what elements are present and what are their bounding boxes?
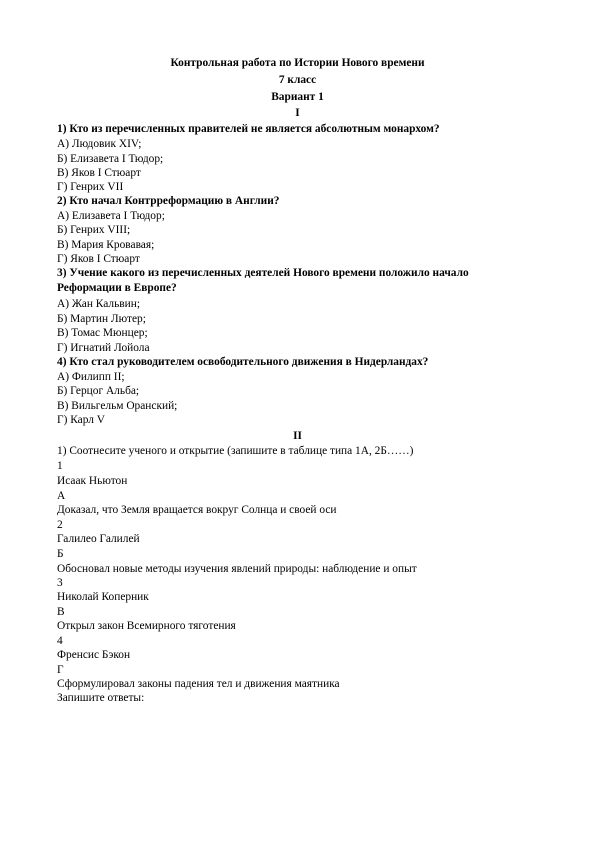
question-1-option-d: Г) Генрих VII [57,181,124,193]
discovery-text: Доказал, что Земля вращается вокруг Солнца и своей оси [57,504,337,516]
discovery-text: Обосновал новые методы изучения явлений природы: наблюдение и опыт [57,563,417,575]
question-2-option-d: Г) Яков I Стюарт [57,253,140,265]
scientist-number: 1 [57,460,63,472]
question-3-line-1: 3) Учение какого из перечисленных деятелей Нового времени положило начало [57,267,469,279]
discovery-letter: В [57,606,65,618]
discovery-text: Сформулировал законы падения тел и движения маятника [57,678,340,690]
discovery-letter: Г [57,664,64,676]
question-2-option-a: А) Елизавета I Тюдор; [57,210,165,222]
question-3-option-d: Г) Игнатий Лойола [57,342,150,354]
question-1: 1) Кто из перечисленных правителей не является абсолютным монархом? [57,123,440,135]
part-two-heading: II [293,430,302,442]
question-2-option-b: Б) Генрих VIII; [57,224,131,236]
question-3-option-a: А) Жан Кальвин; [57,298,141,310]
question-3-line-2: Реформации в Европе? [57,282,177,294]
scientist-name: Исаак Ньютон [57,475,128,487]
matching-task: 1) Соотнесите ученого и открытие (запишите в таблице типа 1А, 2Б……) [57,445,414,457]
question-4-option-a: А) Филипп II; [57,371,125,383]
discovery-letter: А [57,490,66,502]
scientist-name: Френсис Бэкон [57,649,131,661]
scientist-number: 4 [57,635,63,647]
question-1-option-b: Б) Елизавета I Тюдор; [57,153,164,165]
discovery-text: Открыл закон Всемирного тяготения [57,620,236,632]
question-1-option-c: В) Яков I Стюарт [57,167,141,179]
question-1-option-a: А) Людовик XIV; [57,138,142,150]
question-3-option-b: Б) Мартин Лютер; [57,313,146,325]
part-one-heading: I [295,107,300,119]
scientist-number: 3 [57,577,63,589]
question-4-option-c: В) Вильгельм Оранский; [57,400,178,412]
discovery-letter: Б [57,548,64,560]
scientist-name: Николай Коперник [57,591,149,603]
question-4-option-b: Б) Герцог Альба; [57,385,140,397]
variant-label: Вариант 1 [271,91,324,103]
scientist-number: 2 [57,519,63,531]
question-2-option-c: В) Мария Кровавая; [57,239,155,251]
question-2: 2) Кто начал Контрреформацию в Англии? [57,195,280,207]
question-4-option-d: Г) Карл V [57,414,106,426]
question-4: 4) Кто стал руководителем освободительного движения в Нидерландах? [57,356,429,368]
grade-label: 7 класс [278,74,317,86]
scientist-name: Галилео Галилей [57,533,140,545]
answers-label: Запишите ответы: [57,692,145,704]
question-3-option-c: В) Томас Мюнцер; [57,327,148,339]
document-title: Контрольная работа по Истории Нового времени [170,57,425,69]
